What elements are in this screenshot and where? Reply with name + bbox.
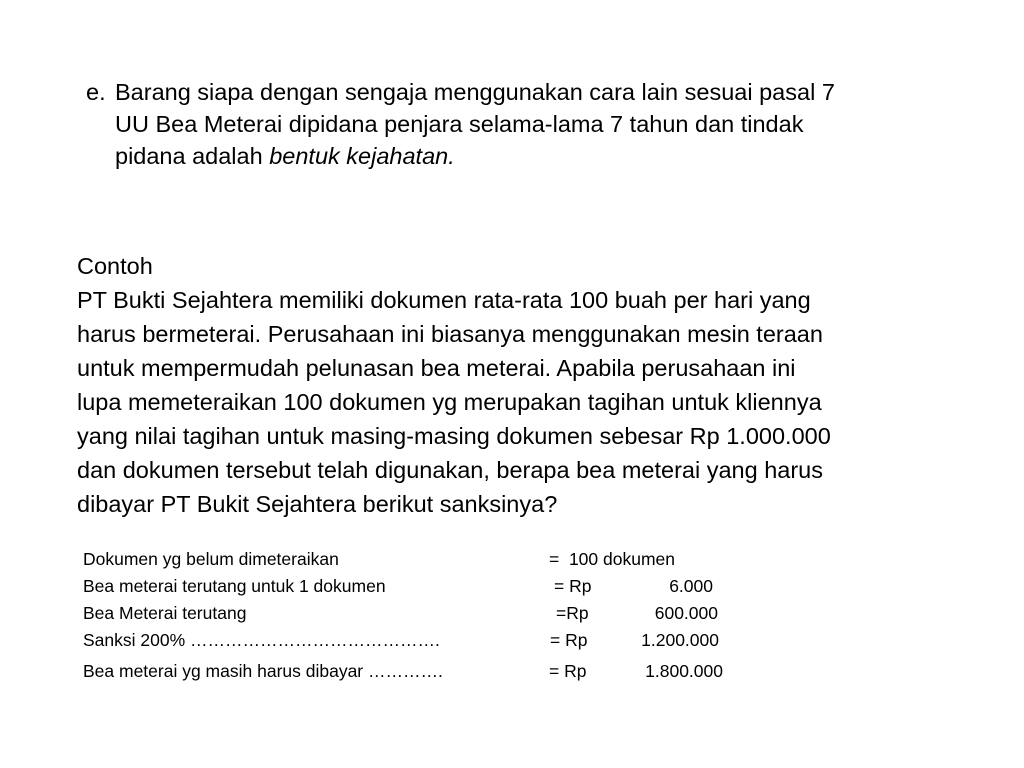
calc-amount: 1.200.000 <box>641 630 719 650</box>
example-line-1: PT Bukti Sejahtera memiliki dokumen rata-rata 100 buah per hari yang <box>77 287 811 313</box>
calc-row <box>83 600 763 627</box>
calc-label: Bea Meterai terutang <box>83 603 247 623</box>
list-item-e-line-3-prefix: pidana adalah <box>115 143 270 169</box>
list-item-e-line-1: Barang siapa dengan sengaja menggunakan cara lain sesuai pasal 7 <box>115 79 835 105</box>
calc-label: Bea meterai terutang untuk 1 dokumen <box>83 576 386 596</box>
calc-label: Bea meterai yg masih harus dibayar …………. <box>83 661 443 681</box>
example-line-3: untuk mempermudah pelunasan bea meterai. Apabila perusahaan ini <box>77 355 796 381</box>
example-line-2: harus bermeterai. Perusahaan ini biasanya menggunakan mesin teraan <box>77 321 823 347</box>
example-line-4: lupa memeteraikan 100 dokumen yg merupakan tagihan untuk kliennya <box>77 389 822 415</box>
calc-row-total <box>83 658 763 685</box>
calc-equals: = Rp <box>549 661 587 681</box>
calculation-table <box>83 546 763 685</box>
calc-amount: 600.000 <box>654 603 718 623</box>
example-line-7: dibayar PT Bukit Sejahtera berikut sanksinya? <box>77 491 558 517</box>
calc-label: Dokumen yg belum dimeteraikan <box>83 549 339 569</box>
calc-amount: 1.800.000 <box>645 661 723 681</box>
calc-amount: 6.000 <box>669 576 713 596</box>
calc-row <box>83 546 763 573</box>
list-item-e-line-2: UU Bea Meterai dipidana penjara selama-lama 7 tahun dan tindak <box>115 111 804 137</box>
example-section <box>77 249 1017 521</box>
list-marker: e. <box>86 79 106 105</box>
calc-row <box>83 627 763 654</box>
calc-equals: = Rp <box>554 576 592 596</box>
example-line-5: yang nilai tagihan untuk masing-masing dokumen sebesar Rp 1.000.000 <box>77 423 831 449</box>
emphasis-text: bentuk kejahatan. <box>269 143 455 169</box>
calc-row <box>83 573 763 600</box>
list-item-e-line-3 <box>115 140 1005 172</box>
calc-equals: = 100 dokumen <box>549 549 675 569</box>
example-line-6: dan dokumen tersebut telah digunakan, berapa bea meterai yang harus <box>77 457 823 483</box>
example-heading: Contoh <box>77 253 153 279</box>
calc-equals: = Rp <box>550 630 588 650</box>
calc-label: Sanksi 200% ……………………………………. <box>83 630 440 650</box>
list-item-e-text <box>115 76 1005 172</box>
calc-equals: =Rp <box>556 603 589 623</box>
